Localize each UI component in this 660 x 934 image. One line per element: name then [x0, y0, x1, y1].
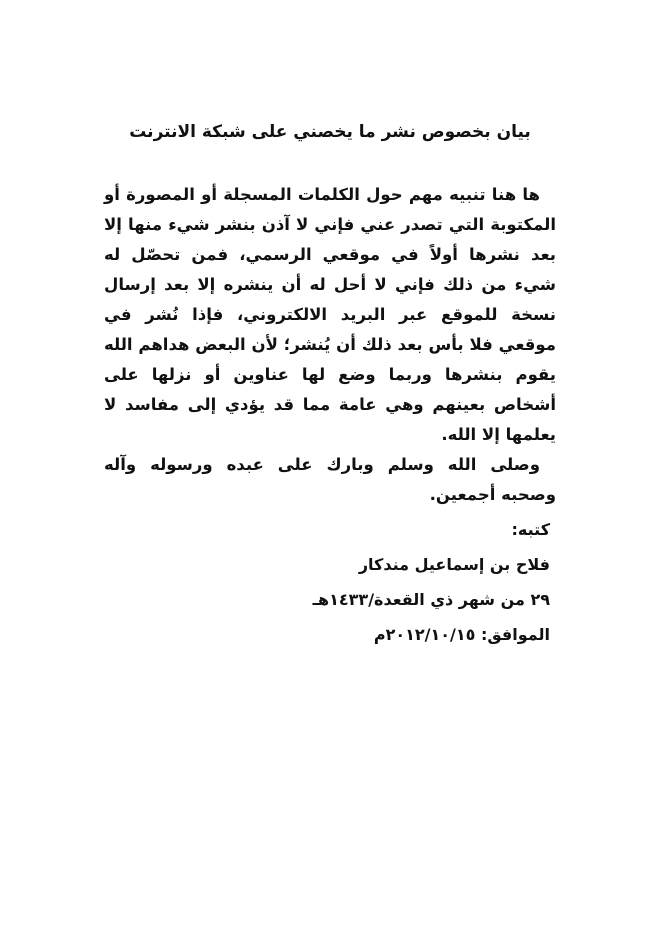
- closing-prayer-paragraph: وصلى الله وسلم وبارك على عبده ورسوله وآله وصحبه أجمعين.: [104, 455, 556, 504]
- written-by-label: كتبه:: [511, 520, 550, 539]
- signature-block: [250, 512, 550, 652]
- document-body: [104, 180, 556, 510]
- document-title: بيان بخصوص نشر ما يخصني على شبكة الانترنت: [129, 122, 531, 142]
- hijri-date: ٢٩ من شهر ذي القعدة/١٤٣٣هـ: [312, 590, 550, 609]
- author-name: فلاح بن إسماعيل مندكار: [358, 555, 550, 574]
- gregorian-date: الموافق: ٢٠١٢/١٠/١٥م: [373, 625, 550, 644]
- notice-paragraph: ها هنا تنبيه مهم حول الكلمات المسجلة أو المصورة أو المكتوبة التي تصدر عني فإني لا آذن بنشر شيء منها إلا بعد نشرها أولاً في موقعي الرسمي، فمن تحصّل له شيء من ذلك فإني لا أحل له أن ينشره إلا بعد إرسال نسخة للموقع عبر البريد الالكتروني، فإذا نُشر في موقعي فلا بأس بعد ذلك أن يُنشر؛ لأن البعض هداهم الله يقوم بنشرها وربما وضع لها عناوين أو نزلها على أشخاص بعينهم وهي عامة مما قد يؤدي إلى مفاسد لا يعلمها إلا الله.: [104, 185, 556, 444]
